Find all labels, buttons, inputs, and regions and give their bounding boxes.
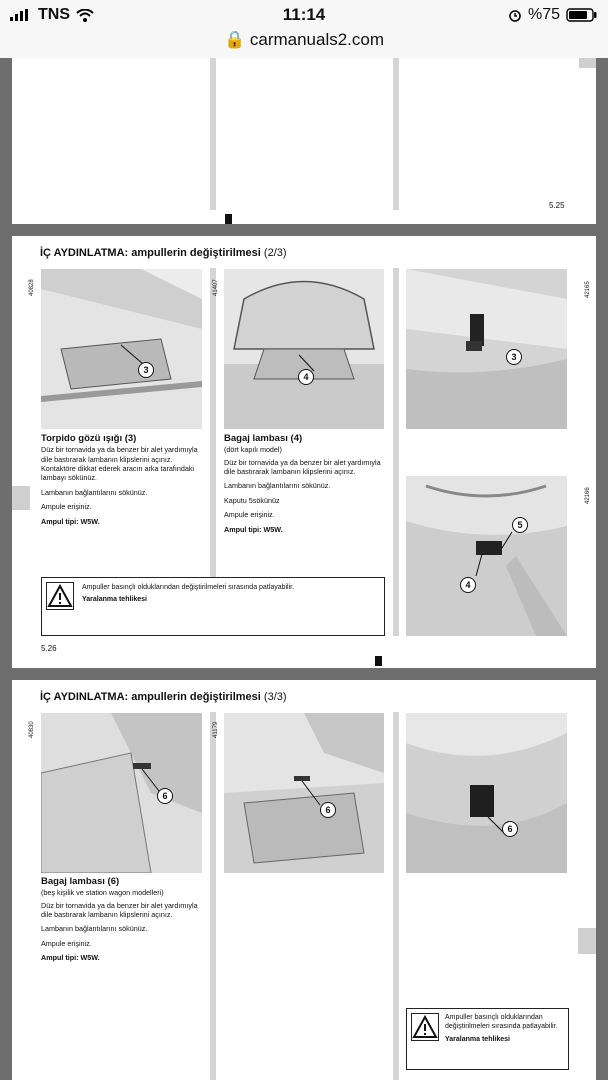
- page-number: 5.25: [549, 201, 565, 210]
- figure-code: 41407: [213, 279, 219, 296]
- callout-3: 3: [138, 362, 154, 378]
- lock-icon: 🔒: [223, 30, 246, 49]
- battery-icon: [566, 8, 598, 22]
- figure-lamp-unit: [406, 713, 567, 873]
- figure-code: 40830: [29, 721, 35, 738]
- gutter-mark: [225, 214, 232, 224]
- warning-triangle-icon: [46, 582, 74, 610]
- callout-3: 3: [506, 349, 522, 365]
- page-title: İÇ AYDINLATMA: ampullerin değiştirilmesi (3/3): [40, 691, 287, 703]
- trunk-lamp-text: Bagaj lambası (6) (beş kişilik ve station wagon modelleri) Düz bir tornavida ya da benzer bir alet yardımıyla dile bastırarak lambanın klipslerini açınız. Lambanın bağlantılarını sökünüz. Ampule erişiniz. Ampul tipi: W5W.: [41, 876, 206, 968]
- figure-glovebox: [41, 269, 202, 429]
- figure-trunk-sedan: [224, 269, 384, 429]
- callout-6: 6: [157, 788, 173, 804]
- address-bar[interactable]: [0, 30, 608, 50]
- manual-page-527: [12, 680, 596, 1080]
- page-edge-tab: [12, 486, 30, 510]
- figure-trunk-wagon: [224, 713, 384, 873]
- trunk-wagon-illustration: [224, 713, 384, 873]
- page-title: İÇ AYDINLATMA: ampullerin değiştirilmesi (2/3): [40, 247, 287, 259]
- alarm-clock-icon: [508, 8, 522, 22]
- section-heading: Bagaj lambası (4): [224, 433, 303, 444]
- figure-code: 42166: [585, 487, 591, 504]
- lamp-cover-illustration: [406, 476, 567, 636]
- url-text: carmanuals2.com: [249, 30, 385, 49]
- figure-glovebox-lamp: [406, 269, 567, 429]
- trunk-sedan-illustration: [224, 269, 384, 429]
- lamp-unit-illustration: [406, 713, 567, 873]
- status-bar: [0, 0, 608, 58]
- battery-percent: %75: [527, 6, 560, 23]
- carrier-name: TNS: [38, 6, 70, 23]
- warning-box: Ampuller basınçlı olduklarından değiştirilmeleri sırasında patlayabilir. Yaralanma tehlikesi: [406, 1008, 569, 1070]
- page-edge-tab: [578, 928, 596, 954]
- page-number: 5.26: [41, 644, 57, 653]
- glovebox-lamp-text: Torpido gözü ışığı (3) Düz bir tornavida ya da benzer bir alet yardımıyla dile bastırarak lambanın klipslerini açınız. Kontaktöre dikkat ederek aracın arka tarafındaki lambayı sökünüz. Lambanın bağlantılarını sökünüz. Ampule erişiniz. Ampul tipi: W5W.: [41, 433, 206, 531]
- gutter-mark: [375, 656, 382, 666]
- clock: 11:14: [282, 5, 326, 24]
- figure-code: 40828: [29, 279, 35, 296]
- warning-triangle-icon: [411, 1013, 439, 1041]
- column-separator: [393, 268, 399, 636]
- section-heading: Torpido gözü ışığı (3): [41, 433, 137, 444]
- column-separator: [210, 58, 216, 210]
- figure-trunk-hatch: [41, 713, 202, 873]
- callout-4: 4: [460, 577, 476, 593]
- figure-code: 41179: [213, 721, 219, 738]
- manual-page-526: [12, 236, 596, 668]
- callout-4: 4: [298, 369, 314, 385]
- callout-6: 6: [320, 802, 336, 818]
- status-right: [508, 6, 598, 24]
- figure-code: 42165: [585, 281, 591, 298]
- column-separator: [210, 712, 216, 1080]
- figure-lamp-cover: [406, 476, 567, 636]
- glovebox-lamp-illustration: [406, 269, 567, 429]
- trunk-hatch-illustration: [41, 713, 202, 873]
- callout-6: 6: [502, 821, 518, 837]
- manual-page-top: [12, 58, 596, 224]
- section-heading: Bagaj lambası (6): [41, 876, 120, 887]
- page-edge-tab: [579, 58, 596, 68]
- glovebox-illustration: [41, 269, 202, 429]
- column-separator: [393, 58, 399, 210]
- warning-box: Ampuller basınçlı olduklarından değiştirilmeleri sırasında patlayabilir. Yaralanma tehlikesi: [41, 577, 385, 636]
- trunk-lamp-text: Bagaj lambası (4) (dört kapılı model) Düz bir tornavida ya da benzer bir alet yardımıyla dile bastırarak lambanın klipslerini açınız. Lambanın bağlantılarını sökünüz. Kaputu 5sökünüz Ampule erişiniz. Ampul tipi: W5W.: [224, 433, 389, 539]
- column-separator: [393, 712, 399, 1080]
- callout-5: 5: [512, 517, 528, 533]
